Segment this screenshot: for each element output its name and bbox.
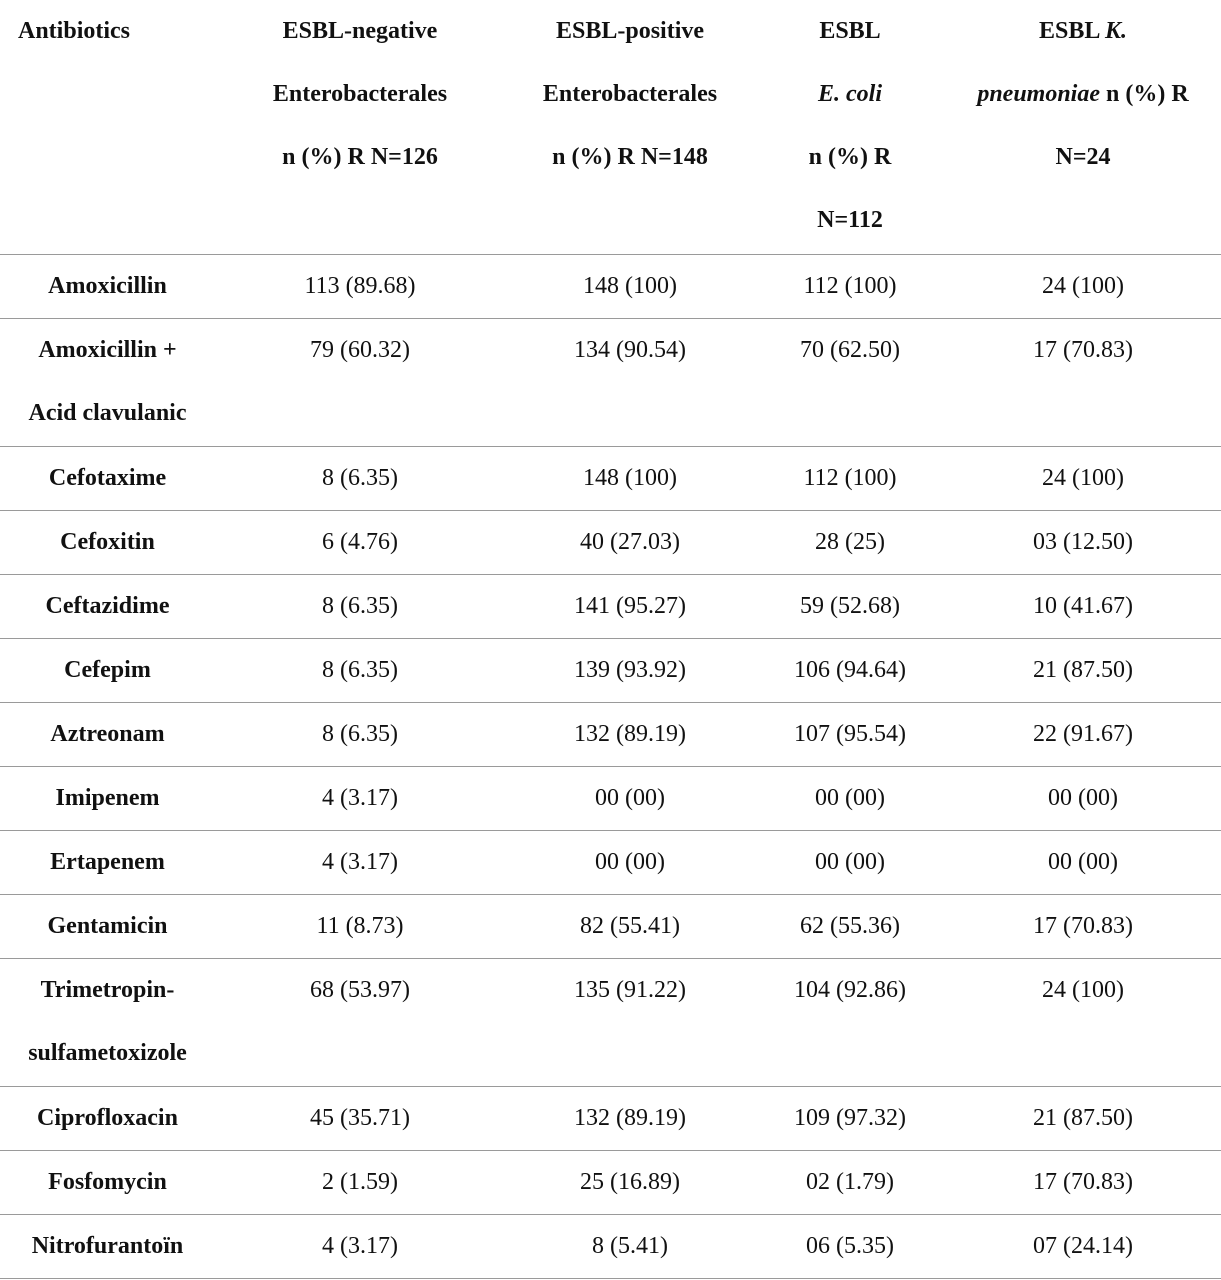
resistance-value-cell: 2 (1.59) <box>215 1151 505 1215</box>
antibiotic-name: Ciprofloxacin <box>37 1105 178 1131</box>
resistance-value-cell: 8 (6.35) <box>215 639 505 703</box>
resistance-value-cell: 00 (00) <box>945 831 1221 895</box>
resistance-value-cell: 17 (70.83) <box>945 1151 1221 1215</box>
resistance-value-cell: 109 (97.32) <box>755 1087 945 1151</box>
antibiotic-name-cell <box>0 1151 215 1215</box>
antibiotic-name-cell <box>0 895 215 959</box>
resistance-value-cell: 24 (100) <box>945 959 1221 1087</box>
resistance-value-cell: 11 (8.73) <box>215 895 505 959</box>
antibiotic-name: Amoxicillin <box>48 273 167 299</box>
table-row <box>0 319 1221 447</box>
table-row <box>0 1087 1221 1151</box>
resistance-value-cell: 17 (70.83) <box>945 319 1221 447</box>
resistance-value-cell: 82 (55.41) <box>505 895 755 959</box>
antibiotic-name: Ceftazidime <box>45 593 170 619</box>
header-text-italic: K. <box>1105 18 1128 44</box>
resistance-value-cell: 112 (100) <box>755 447 945 511</box>
resistance-value-cell: 28 (25) <box>755 511 945 575</box>
resistance-value-cell: 62 (55.36) <box>755 895 945 959</box>
antibiotic-name: Ertapenem <box>50 849 165 875</box>
resistance-value-cell: 25 (16.89) <box>505 1151 755 1215</box>
resistance-value-cell: 104 (92.86) <box>755 959 945 1087</box>
antibiotic-name-cell <box>0 703 215 767</box>
antibiotic-name: Fosfomycin <box>48 1169 167 1195</box>
table-row <box>0 895 1221 959</box>
resistance-value-cell: 24 (100) <box>945 255 1221 319</box>
antibiotic-name: Nitrofurantoïn <box>31 1233 184 1259</box>
header-line: Antibiotics <box>18 18 131 44</box>
antibiotic-name-cell <box>0 639 215 703</box>
resistance-value-cell: 139 (93.92) <box>505 639 755 703</box>
resistance-value-cell: 4 (3.17) <box>215 1215 505 1279</box>
table-row <box>0 575 1221 639</box>
resistance-value-cell: 148 (100) <box>505 447 755 511</box>
antibiotic-name-cell <box>0 575 215 639</box>
resistance-value-cell: 24 (100) <box>945 447 1221 511</box>
header-line: n (%) R N=126 <box>282 144 438 170</box>
header-row <box>0 0 1221 255</box>
resistance-value-cell: 59 (52.68) <box>755 575 945 639</box>
resistance-value-cell: 68 (53.97) <box>215 959 505 1087</box>
header-line: Enterobacterales <box>542 81 718 107</box>
table-row <box>0 1151 1221 1215</box>
resistance-value-cell: 6 (4.76) <box>215 511 505 575</box>
table-row <box>0 959 1221 1087</box>
antibiotic-name: Cefepim <box>64 657 151 683</box>
table-row <box>0 511 1221 575</box>
header-line: ESBL <box>819 18 881 44</box>
antibiotic-name: Cefotaxime <box>48 465 167 491</box>
resistance-value-cell: 22 (91.67) <box>945 703 1221 767</box>
header-line: ESBL-positive <box>555 18 705 44</box>
header-line: E. coli <box>818 81 882 107</box>
antibiotic-name: Gentamicin <box>47 913 168 939</box>
table-row <box>0 447 1221 511</box>
resistance-value-cell: 79 (60.32) <box>215 319 505 447</box>
resistance-value-cell: 8 (5.41) <box>505 1215 755 1279</box>
table-row <box>0 639 1221 703</box>
resistance-value-cell: 03 (12.50) <box>945 511 1221 575</box>
resistance-value-cell: 21 (87.50) <box>945 1087 1221 1151</box>
resistance-value-cell: 134 (90.54) <box>505 319 755 447</box>
antibiotic-name-cell <box>0 1215 215 1279</box>
resistance-value-cell: 132 (89.19) <box>505 703 755 767</box>
resistance-value-cell: 141 (95.27) <box>505 575 755 639</box>
antibiotic-name-cell <box>0 959 215 1087</box>
header-line <box>945 63 1221 126</box>
header-line: N=24 <box>1055 144 1111 170</box>
header-line: N=112 <box>817 207 883 233</box>
resistance-value-cell: 40 (27.03) <box>505 511 755 575</box>
table-body <box>0 255 1221 1279</box>
header-esbl-positive <box>505 0 755 255</box>
header-text-italic: pneumoniae <box>977 81 1100 107</box>
antibiotic-name: Amoxicillin + <box>38 337 177 363</box>
header-line: ESBL-negative <box>282 18 438 44</box>
resistance-value-cell: 17 (70.83) <box>945 895 1221 959</box>
antibiotic-name: Cefoxitin <box>60 529 155 555</box>
resistance-value-cell: 70 (62.50) <box>755 319 945 447</box>
antibiotic-name: Imipenem <box>55 785 160 811</box>
table-row <box>0 767 1221 831</box>
resistance-value-cell: 45 (35.71) <box>215 1087 505 1151</box>
resistance-value-cell: 06 (5.35) <box>755 1215 945 1279</box>
antibiotic-name: Trimetropin- <box>40 977 175 1003</box>
antibiotic-name-cell <box>0 767 215 831</box>
table-row <box>0 255 1221 319</box>
header-esbl-k-pneumoniae <box>945 0 1221 255</box>
resistance-value-cell: 4 (3.17) <box>215 831 505 895</box>
antibiotic-name-cell <box>0 1087 215 1151</box>
header-line: n (%) R <box>808 144 892 170</box>
antibiotic-name-cell <box>0 447 215 511</box>
resistance-value-cell: 8 (6.35) <box>215 575 505 639</box>
antibiotic-name: Acid clavulanic <box>28 400 187 426</box>
resistance-value-cell: 8 (6.35) <box>215 447 505 511</box>
resistance-value-cell: 00 (00) <box>945 767 1221 831</box>
antibiotic-name-cell <box>0 255 215 319</box>
resistance-value-cell: 10 (41.67) <box>945 575 1221 639</box>
resistance-value-cell: 113 (89.68) <box>215 255 505 319</box>
header-line: n (%) R N=148 <box>552 144 708 170</box>
header-esbl-e-coli <box>755 0 945 255</box>
resistance-value-cell: 00 (00) <box>755 831 945 895</box>
header-esbl-negative <box>215 0 505 255</box>
resistance-value-cell: 21 (87.50) <box>945 639 1221 703</box>
table-row <box>0 1215 1221 1279</box>
antibiotic-name-cell <box>0 511 215 575</box>
header-line: Enterobacterales <box>272 81 448 107</box>
table-header <box>0 0 1221 255</box>
resistance-value-cell: 02 (1.79) <box>755 1151 945 1215</box>
resistance-value-cell: 00 (00) <box>755 767 945 831</box>
resistance-value-cell: 00 (00) <box>505 767 755 831</box>
table-row <box>0 831 1221 895</box>
antibiotic-name: Aztreonam <box>50 721 165 747</box>
header-line <box>945 0 1221 63</box>
resistance-value-cell: 00 (00) <box>505 831 755 895</box>
resistance-value-cell: 112 (100) <box>755 255 945 319</box>
resistance-value-cell: 8 (6.35) <box>215 703 505 767</box>
table-row <box>0 703 1221 767</box>
antibiotic-name: sulfametoxizole <box>28 1040 187 1066</box>
header-antibiotics <box>0 0 215 255</box>
antibiotic-name-cell <box>0 831 215 895</box>
resistance-value-cell: 106 (94.64) <box>755 639 945 703</box>
antibiotic-name-cell <box>0 319 215 447</box>
resistance-value-cell: 135 (91.22) <box>505 959 755 1087</box>
resistance-value-cell: 107 (95.54) <box>755 703 945 767</box>
resistance-value-cell: 4 (3.17) <box>215 767 505 831</box>
header-text: ESBL <box>1038 18 1106 44</box>
header-text: n (%) R <box>1100 81 1189 107</box>
resistance-value-cell: 132 (89.19) <box>505 1087 755 1151</box>
resistance-value-cell: 07 (24.14) <box>945 1215 1221 1279</box>
resistance-value-cell: 148 (100) <box>505 255 755 319</box>
